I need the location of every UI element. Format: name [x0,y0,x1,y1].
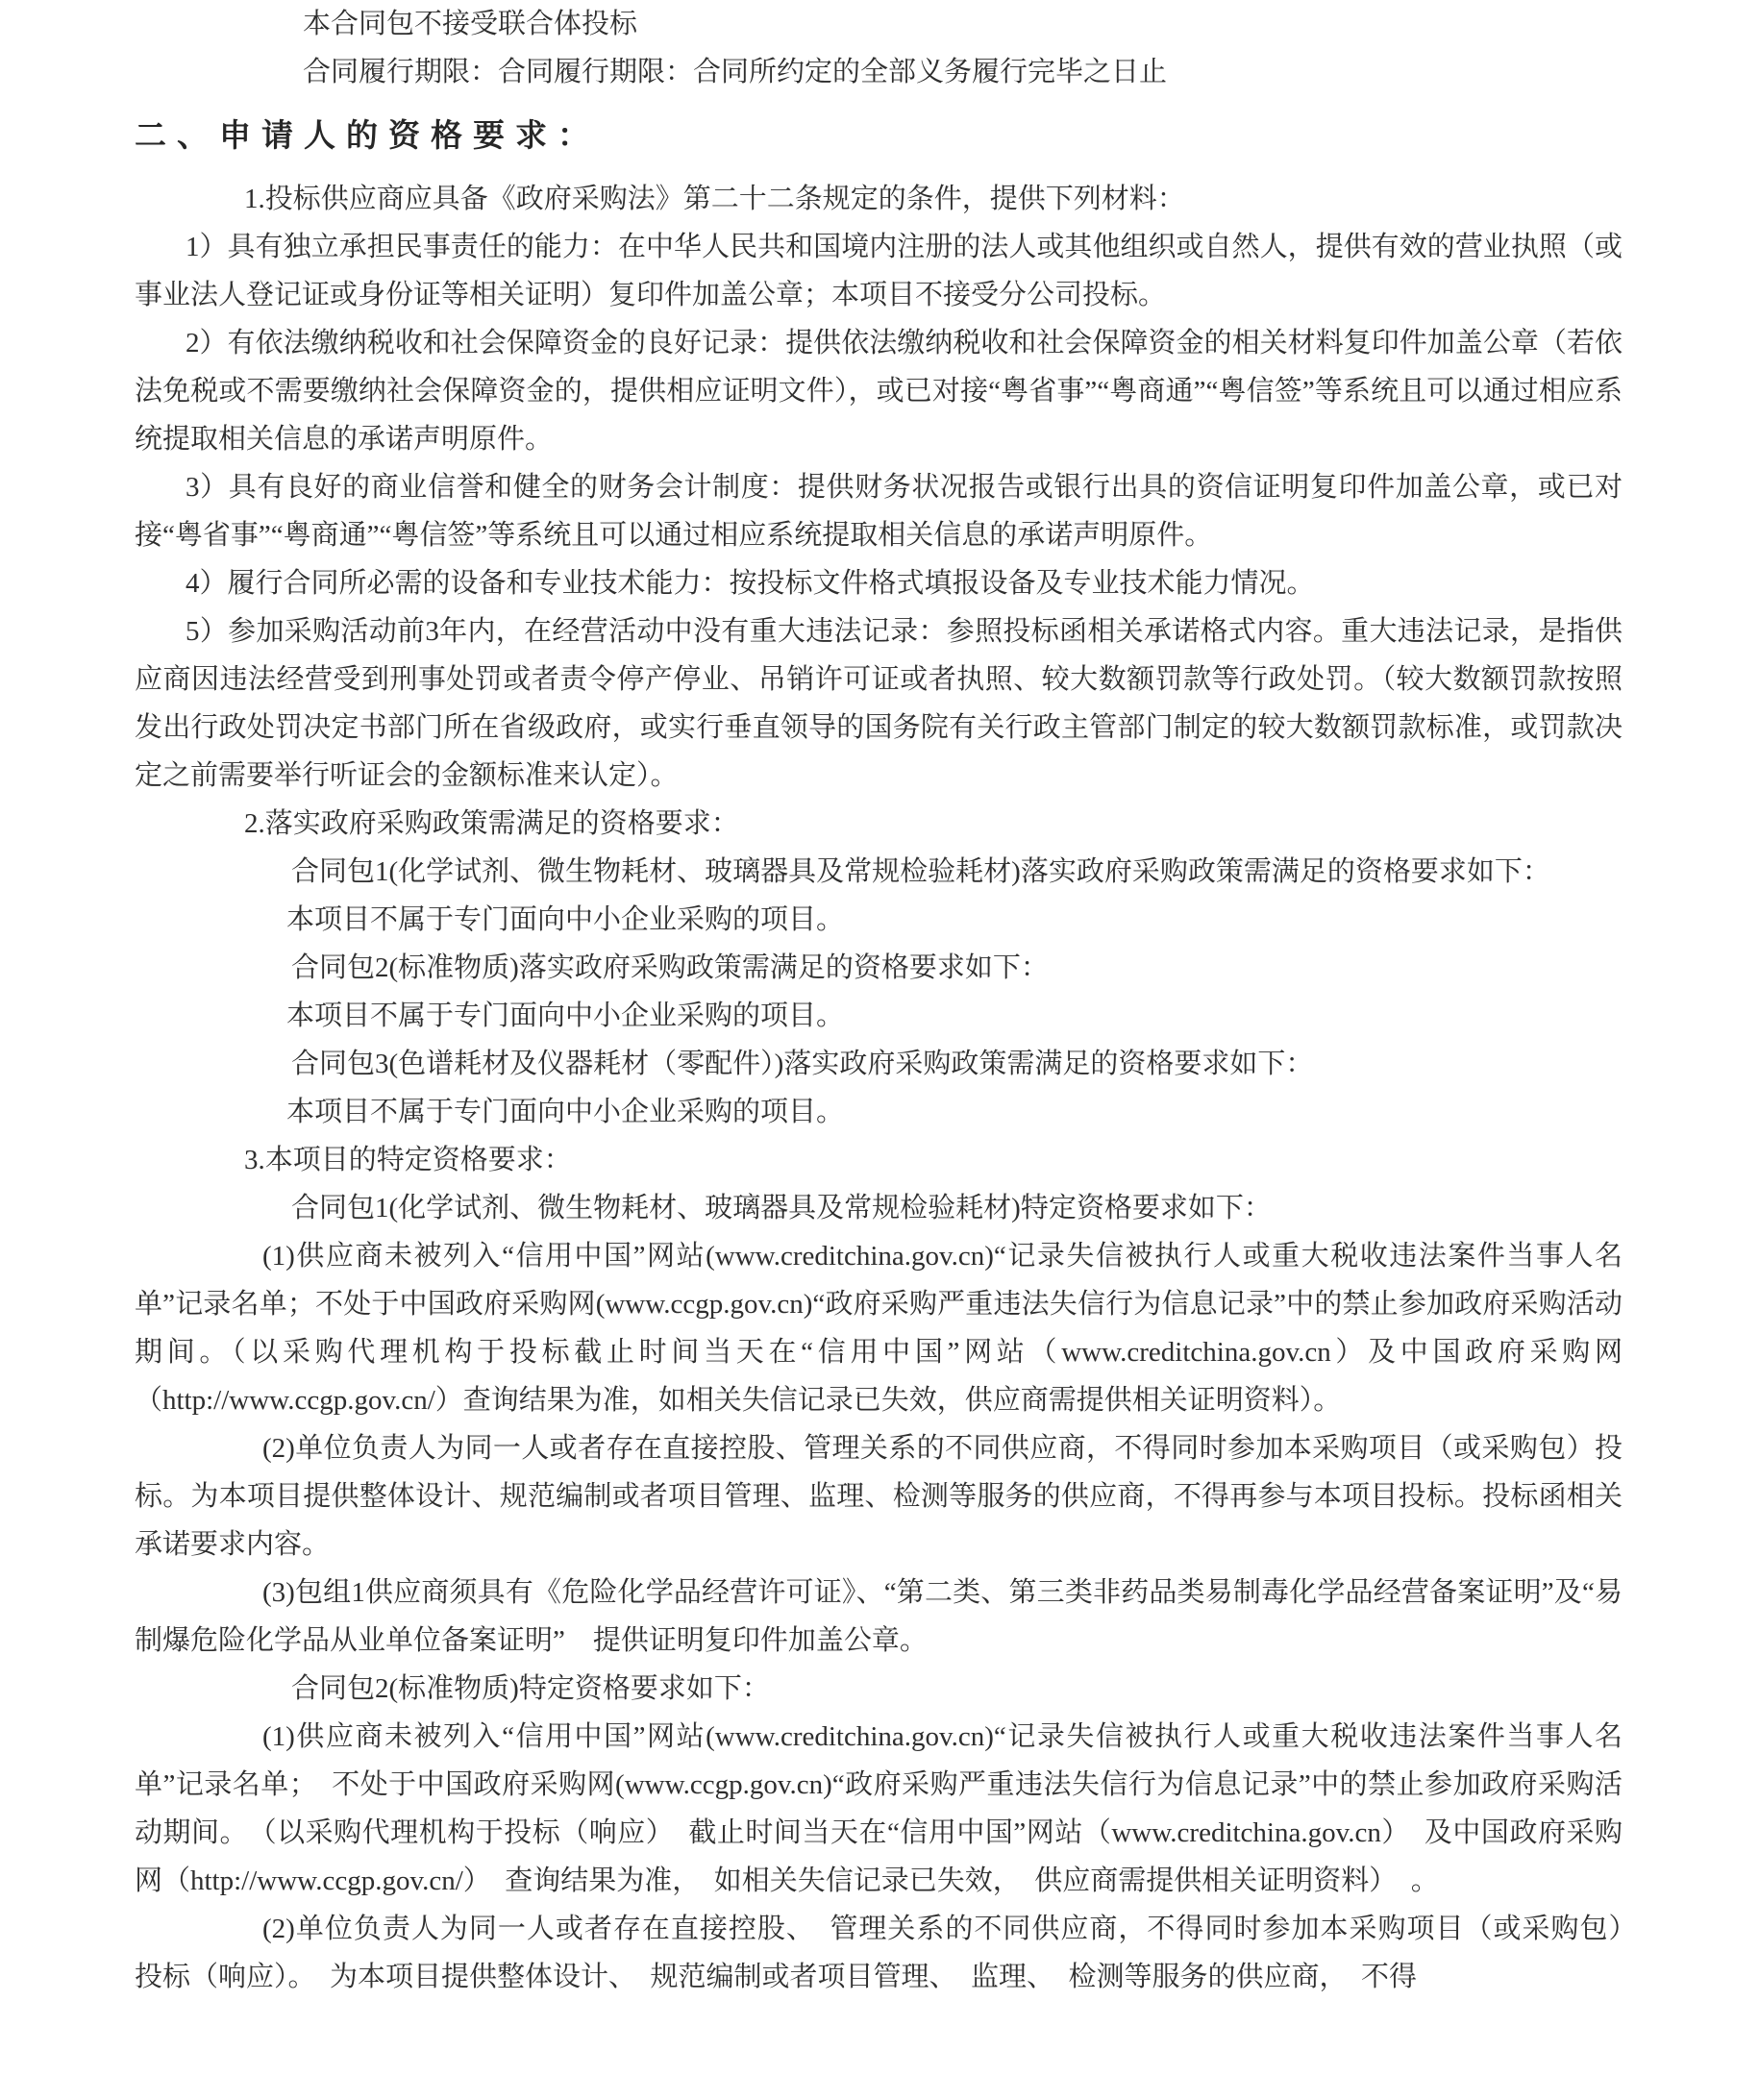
paragraph: 3）具有良好的商业信誉和健全的财务会计制度：提供财务状况报告或银行出具的资信证明复印件加盖公章，或已对接“粤省事”“粤商通”“粤信签”等系统且可以通过相应系统提取相关信息的承诺声明原件。 [135,472,1623,551]
paragraph: 4）履行合同所必需的设备和专业技术能力：按投标文件格式填报设备及专业技术能力情况。 [186,568,1315,599]
paragraph: 本项目不属于专门面向中小企业采购的项目。 [286,904,845,935]
paragraph: (2)单位负责人为同一人或者存在直接控股、 管理关系的不同供应商，不得同时参加本采购项目（或采购包） 投标（响应）。 为本项目提供整体设计、 规范编制或者项目管理、 监理、 检测等服务的供应商， 不得 [135,1914,1651,1992]
document-body [135,0,1651,2001]
paragraph: 合同包1(化学试剂、微生物耗材、玻璃器具及常规检验耗材)特定资格要求如下： [291,1193,1272,1223]
intro-lines [135,0,1623,96]
paragraph: 本项目不属于专门面向中小企业采购的项目。 [286,1001,845,1031]
paragraph: 本项目不属于专门面向中小企业采购的项目。 [286,1097,845,1127]
paragraph: (1)供应商未被列入“信用中国”网站(www.creditchina.gov.cn)“记录失信被执行人或重大税收违法案件当事人名单”记录名单； 不处于中国政府采购网(www.ccgp.gov.cn)“政府采购严重违法失信行为信息记录”中的禁止参加政府采购活动期间。 （以采购代理机构于投标（响应） 截止时间当天在“信用中国”网站（www.creditchina.gov.cn） 及中国政府采购网（http://www.ccgp.gov.cn/） 查询结果为准， 如相关失信记录已失效， 供应商需提供相关证明资料） 。 [135,1721,1623,1896]
paragraph: 5）参加采购活动前3年内，在经营活动中没有重大违法记录：参照投标函相关承诺格式内容。重大违法记录，是指供应商因违法经营受到刑事处罚或者责令停产停业、吊销许可证或者执照、较大数额罚款等行政处罚。（较大数额罚款按照发出行政处罚决定书部门所在省级政府，或实行垂直领导的国务院有关行政主管部门制定的较大数额罚款标准，或罚款决定之前需要举行听证会的金额标准来认定）。 [135,616,1623,791]
intro-line: 本合同包不接受联合体投标 [303,9,638,39]
section-heading: 二、申请人的资格要求： [135,119,600,154]
paragraph: 合同包2(标准物质)特定资格要求如下： [291,1673,770,1704]
paragraph: 1.投标供应商应具备《政府采购法》第二十二条规定的条件，提供下列材料： [244,184,1185,214]
paragraph: 合同包2(标准物质)落实政府采购政策需满足的资格要求如下： [291,952,1049,983]
paragraph: 2）有依法缴纳税收和社会保障资金的良好记录：提供依法缴纳税收和社会保障资金的相关材料复印件加盖公章（若依法免税或不需要缴纳社会保障资金的，提供相应证明文件），或已对接“粤省事”“粤商通”“粤信签”等系统且可以通过相应系统提取相关信息的承诺声明原件。 [135,328,1623,455]
paragraph: (3)包组1供应商须具有《危险化学品经营许可证》、“第二类、第三类非药品类易制毒化学品经营备案证明”及“易制爆危险化学品从业单位备案证明” 提供证明复印件加盖公章。 [135,1577,1623,1656]
paragraph: 3.本项目的特定资格要求： [244,1145,572,1175]
paragraph: 合同包1(化学试剂、微生物耗材、玻璃器具及常规检验耗材)落实政府采购政策需满足的资格要求如下： [291,856,1550,887]
paragraph-list [135,175,1651,2001]
paragraph: (2)单位负责人为同一人或者存在直接控股、管理关系的不同供应商，不得同时参加本采购项目（或采购包）投标。为本项目提供整体设计、规范编制或者项目管理、监理、检测等服务的供应商，不得再参与本项目投标。投标函相关承诺要求内容。 [135,1433,1623,1560]
paragraph: 1）具有独立承担民事责任的能力：在中华人民共和国境内注册的法人或其他组织或自然人，提供有效的营业执照（或事业法人登记证或身份证等相关证明）复印件加盖公章；本项目不接受分公司投标。 [135,232,1623,310]
paragraph: (1)供应商未被列入“信用中国”网站(www.creditchina.gov.cn)“记录失信被执行人或重大税收违法案件当事人名单”记录名单；不处于中国政府采购网(www.ccgp.gov.cn)“政府采购严重违法失信行为信息记录”中的禁止参加政府采购活动期间。（以采购代理机构于投标截止时间当天在“信用中国”网站（www.creditchina.gov.cn）及中国政府采购网（http://www.ccgp.gov.cn/）查询结果为准，如相关失信记录已失效，供应商需提供相关证明资料）。 [135,1241,1623,1416]
paragraph: 合同包3(色谱耗材及仪器耗材（零配件）)落实政府采购政策需满足的资格要求如下： [291,1049,1314,1079]
paragraph: 2.落实政府采购政策需满足的资格要求： [244,808,739,839]
intro-line: 合同履行期限：合同履行期限：合同所约定的全部义务履行完毕之日止 [303,57,1168,87]
